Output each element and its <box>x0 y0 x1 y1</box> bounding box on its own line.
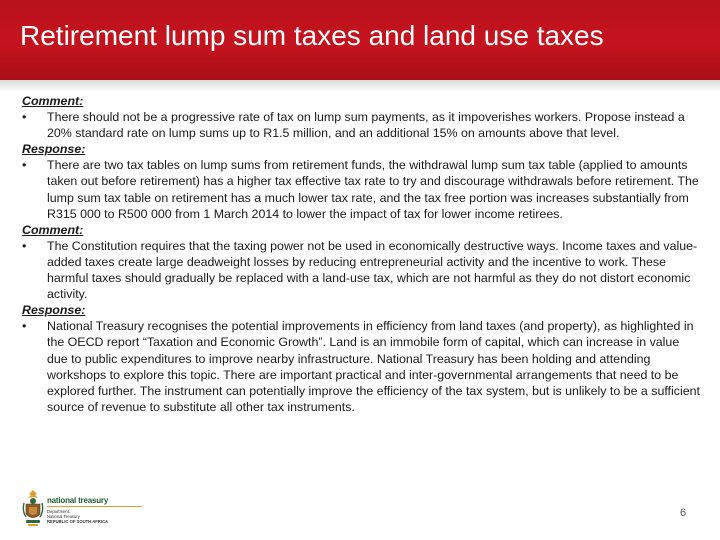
logo-divider <box>47 506 142 507</box>
logo-name: national treasury <box>47 496 109 505</box>
bullet-item <box>22 109 700 141</box>
bullet-text: The Constitution requires that the taxing power not be used in economically destructive ways. Income taxes and value-added taxes create large deadweight losses by reducing entrepreneurial activity and the incentive to work. These harmful taxes should gradually be replaced with a land-use tax, which are not harmful as they do not distort economic activity. <box>47 238 698 302</box>
slide-body <box>22 93 700 415</box>
page-number: 6 <box>680 507 687 519</box>
coat-of-arms-icon <box>22 489 44 527</box>
section-heading: Comment: <box>22 94 84 108</box>
bullet-mark: • <box>22 319 27 334</box>
bullet-item <box>22 238 700 302</box>
bullet-mark: • <box>22 238 27 253</box>
logo-line: Department: <box>47 509 71 514</box>
bullet-item <box>22 318 700 415</box>
section-heading: Response: <box>22 303 86 318</box>
bullet-mark: • <box>22 110 27 125</box>
title-bar-shadow <box>0 80 720 92</box>
section-heading: Response: <box>22 142 86 157</box>
bullet-text: There should not be a progressive rate of tax on lump sum payments, as it impoverishes workers. Propose instead a 20% standard rate on lump sums up to R1.5 million, and an additional 15% on amounts above that level. <box>47 110 685 141</box>
bullet-item <box>22 157 700 221</box>
bullet-mark: • <box>22 158 27 173</box>
slide-title: Retirement lump sum taxes and land use taxes <box>20 20 604 51</box>
national-treasury-logo <box>22 487 157 529</box>
logo-line: National Treasury <box>47 514 80 519</box>
logo-line: REPUBLIC OF SOUTH AFRICA <box>47 519 109 524</box>
bullet-text: National Treasury recognises the potential improvements in efficiency from land taxes (and property), as highlighted in the OECD report “Taxation and Economic Growth”. Land is an immobile form of capital, which can increase in value due to public expenditures to improve nearby infrastructure. National Treasury has been holding and attending workshops to explore this topic. There are important practical and inter-governmental arrangements that need to be explored further. The instrument can potentially improve the efficiency of the tax system, but is unlikely to be a sufficient source of revenue to substitute all other tax instruments. <box>47 319 700 414</box>
section-heading: Comment: <box>22 222 84 237</box>
bullet-text: There are two tax tables on lump sums from retirement funds, the withdrawal lump sum tax table (applied to amounts taken out before retirement) has a higher tax effective tax rate to try and discourage withdrawals before retirement. The lump sum tax table on retirement has a much lower tax rate, and the tax free portion was increases substantially from R315 000 to R500 000 from 1 March 2014 to lower the impact of tax for lower income retirees. <box>47 158 699 221</box>
